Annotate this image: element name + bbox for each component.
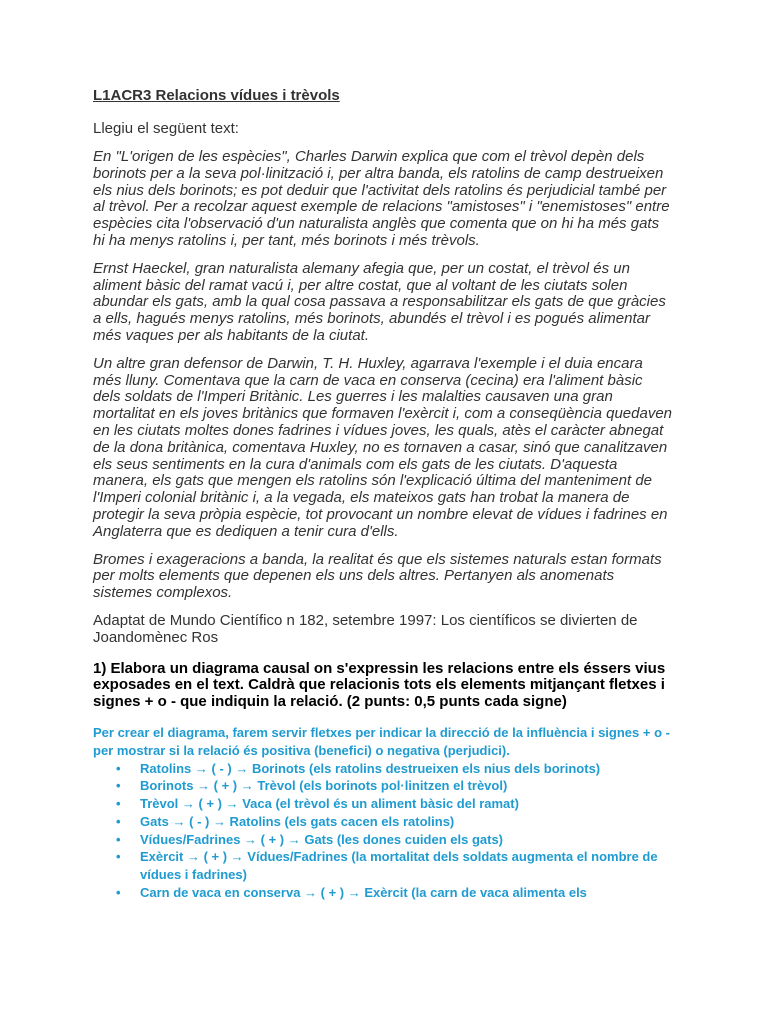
list-item-text: Gats → ( - ) → Ratolins (els gats cacen els ratolins) [140,813,455,829]
list-item [116,831,673,849]
list-item [116,813,673,831]
list-item [116,760,673,778]
list-item-text: Borinots → ( + ) → Trèvol (els borinots pol·linitzen el trèvol) [140,778,508,794]
list-item [116,795,673,813]
list-item-text: Exèrcit → ( + ) → Vídues/Fadrines (la mortalitat dels soldats augmenta el nombre de vídues i fadrines) [140,849,658,883]
bullet-icon: • [116,849,121,865]
list-item-text: Trèvol → ( + ) → Vaca (el trèvol és un aliment bàsic del ramat) [140,796,519,812]
answer-intro: Per crear el diagrama, farem servir fletxes per indicar la direcció de la influència i signes + o - per mostrar si la relació és positiva (benefici) o negativa (perjudici). [93,724,670,758]
bullet-icon: • [116,778,121,794]
list-item-text: Vídues/Fadrines → ( + ) → Gats (les dones cuiden els gats) [140,831,504,847]
list-item [116,884,673,902]
quote-paragraph-conclusion: Bromes i exageracions a banda, la realitat és que els sistemes naturals estan formats per molts elements que depenen els uns dels altres. Pertanyen als anomenats sistemes complexos. [93,550,662,602]
bullet-icon: • [116,813,121,829]
list-item [116,777,673,795]
list-item [116,848,673,884]
document-page [93,86,673,902]
bullet-icon: • [116,885,121,901]
answer-section [93,724,673,902]
quote-paragraph-haeckel: Ernst Haeckel, gran naturalista alemany afegia que, per un costat, el trèvol és un aliment bàsic del ramat vacú i, per altre costat, que al voltant de les ciutats solen abundar els gats, amb la qual cosa passava a responsabilitzar els gats de que gràcies a ells, hagués menys ratolins, més borinots, abundés el trèvol i es pogués alimentar més vaques per als habitants de la ciutat. [93,259,666,344]
bullet-icon: • [116,831,121,847]
source-citation: Adaptat de Mundo Científico n 182, setembre 1997: Los científicos se divierten de Joandomènec Ros [93,611,638,646]
quote-paragraph-huxley: Un altre gran defensor de Darwin, T. H. Huxley, agarrava l'exemple i el duia encara més lluny. Comentava que la carn de vaca en conserva (cecina) era l'aliment bàsic dels soldats de l'Imperi Britànic. Les guerres i les malalties causaven una gran mortalitat en els joves britànics que formaven l'exèrcit i, com a conseqüència quedaven en les ciutats moltes dones fadrines i vídues joves, les quals, atès el caràcter abnegat de la dona britànica, comentava Huxley, no es tornaven a casar, sinó que canalitzaven els seus sentiments en la cura d'animals com els gats de les ciutats. D'aquesta manera, els gats que mengen els ratolins són l'explicació última del manteniment de l'Imperi colonial britànic i, a la vegada, els mateixos gats han trobat la manera de protegir la seva pròpia espècie, tot provocant un nombre elevat de vídues i fadrines en Anglaterra que es dediquen a tenir cura d'ells. [93,354,673,540]
bullet-icon: • [116,796,121,812]
intro-text: Llegiu el següent text: [93,120,239,137]
quote-paragraph-darwin: En "L'origen de les espècies", Charles Darwin explica que com el trèvol depèn dels borinots per a la seva pol·linització i, per altra banda, els ratolins de camp destrueixen els nius dels borinots; es pot deduir que l'activitat dels ratolins és perjudicial també per al trèvol. Per a recolzar aquest exemple de relacions "amistoses" i "enemistoses" entre espècies cita l'observació d'un naturalista anglès que comenta que on hi ha més gats hi ha menys ratolins i, per tant, més borinots i més trèvols. [93,148,670,249]
answer-list [93,760,673,902]
list-item-text: Carn de vaca en conserva → ( + ) → Exèrcit (la carn de vaca alimenta els [140,885,587,901]
bullet-icon: • [116,760,121,776]
list-item-text: Ratolins → ( - ) → Borinots (els ratolins destrueixen els nius dels borinots) [140,760,601,776]
question-text: 1) Elabora un diagrama causal on s'expressin les relacions entre els éssers vius exposades en el text. Caldrà que relacionis tots els elements mitjançant fletxes i signes + o - que indiquin la relació. (2 punts: 0,5 punts cada signe) [93,659,666,711]
document-title: L1ACR3 Relacions vídues i trèvols [93,87,340,104]
